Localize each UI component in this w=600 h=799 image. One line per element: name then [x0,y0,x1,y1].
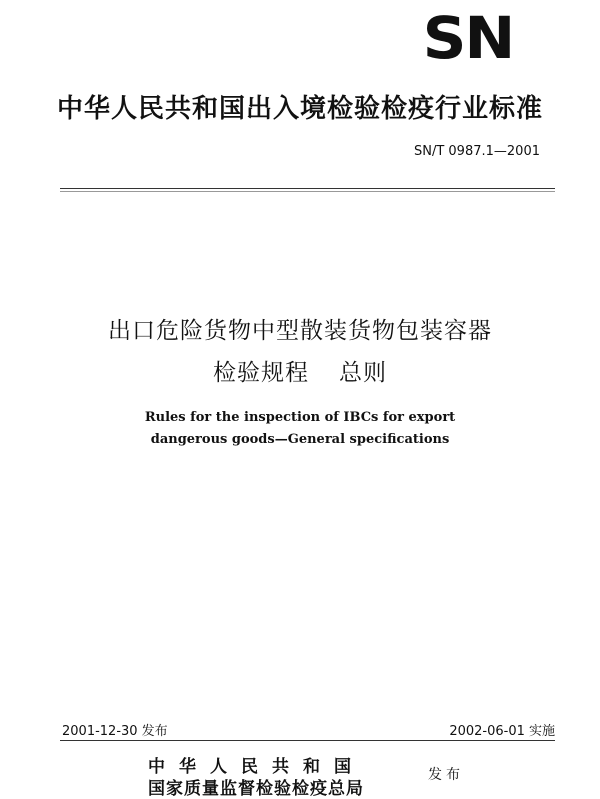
header-divider-thin [60,191,555,192]
issue-date: 2001-12-30 发布 [62,724,168,739]
title-english-line1: Rules for the inspection of IBCs for export [144,410,456,425]
title-chinese-line2 [0,354,600,387]
publisher-country: 中华人民共和国 [148,757,365,777]
title-chinese-main: 检验规程 [213,360,309,386]
industry-standard-title: 中华人民共和国出入境检验检疫行业标准 [56,94,543,124]
title-chinese-sub: 总则 [339,360,387,386]
title-chinese-line1: 出口危险货物中型散装货物包装容器 [108,318,492,344]
publisher-agency: 国家质量监督检验检疫总局 [148,779,364,799]
footer-divider [60,740,555,741]
implementation-date: 2002-06-01 实施 [449,724,555,739]
sn-logo: SN [422,4,514,72]
header-divider [60,188,555,189]
standard-number: SN/T 0987.1—2001 [413,144,540,159]
title-english-line2: dangerous goods—General specifications [150,432,450,447]
publish-label: 发布 [428,767,464,783]
